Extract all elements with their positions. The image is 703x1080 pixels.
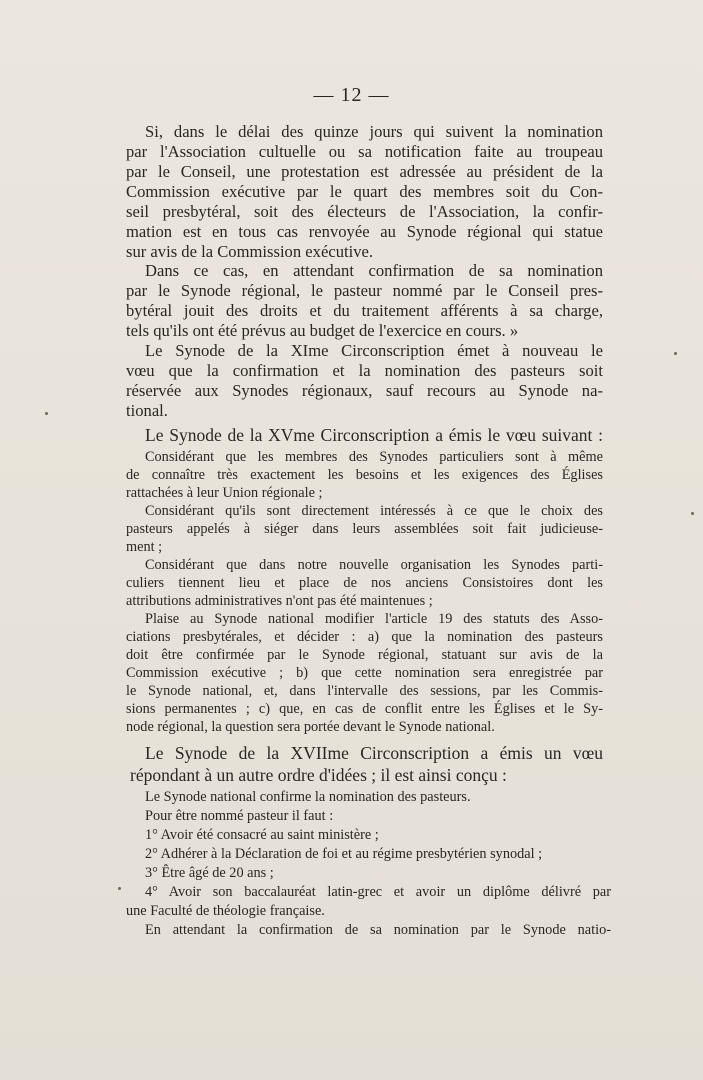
text-line: une Faculté de théologie française. [126,903,325,919]
list-item: 1° Avoir été consacré au saint ministère ; [145,827,379,843]
text-line: vœu que la confirmation et la nomination des pasteurs soit [126,361,603,380]
text-line: tels qu'ils ont été prévus au budget de l'exercice en cours. » [126,321,519,340]
text-line: Le Synode national confirme la nomination des pasteurs. [145,789,471,805]
list-item: 4° Avoir son baccalauréat latin-grec et avoir un diplôme délivré par [145,884,611,900]
section-intro: Le Synode de la XVIIme Circonscription a émis un vœu [145,743,603,763]
text-line: de connaître très exactement les besoins et les exigences des Églises [126,467,603,483]
text-line: par le Synode régional, le pasteur nommé par le Conseil pres- [126,281,603,300]
paper-speck [118,887,121,890]
text-line: Dans ce cas, en attendant confirmation de sa nomination [145,261,603,280]
text-line: Considérant que les membres des Synodes particuliers sont à même [145,449,603,465]
paper-speck [674,352,677,355]
text-line: bytéral jouit des droits et du traitement afférents à sa charge, [126,301,603,320]
text-line: sur avis de la Commission exécutive. [126,242,374,261]
text-line: rattachées à leur Union régionale ; [126,485,323,501]
list-item: 2° Adhérer à la Déclaration de foi et au régime presbytérien synodal ; [145,846,543,862]
text-line: Considérant que dans notre nouvelle organisation les Synodes parti- [145,557,603,573]
text-line: Pour être nommé pasteur il faut : [145,808,334,824]
section-intro: répondant à un autre ordre d'idées ; il est ainsi conçu : [130,765,507,785]
paper-speck [45,412,48,415]
text-line: mation est en tous cas renvoyée au Synode régional qui statue [126,222,603,241]
text-line: pasteurs appelés à siéger dans leurs assemblées soit fait judicieuse- [126,521,603,537]
text-line: Commission exécutive par le quart des membres soit du Con- [126,182,603,201]
text-line: Le Synode de la XIme Circonscription émet à nouveau le [145,341,603,360]
text-line: node régional, la question sera portée devant le Synode national. [126,719,495,735]
text-line: doit être confirmée par le Synode régional, statuant sur avis de la [126,647,603,663]
text-line: seil presbytéral, soit des électeurs de l'Association, la confir- [126,202,603,221]
text-line: le Synode national, et, dans l'intervalle des sessions, par les Commis- [126,683,603,699]
text-line: par l'Association cultuelle ou sa notification faite au troupeau [126,142,603,161]
text-line: ciations presbytérales, et décider : a) que la nomination des pasteurs [126,629,603,645]
section-intro: Le Synode de la XVme Circonscription a émis le vœu suivant : [145,425,603,445]
paper-speck [691,512,694,515]
list-item: 3° Être âgé de 20 ans ; [145,865,274,881]
text-line: sions permanentes ; c) que, en cas de conflit entre les Églises et le Sy- [126,701,603,717]
text-line: réservée aux Synodes régionaux, sauf recours au Synode na- [126,381,603,400]
text-line: attributions administratives n'ont pas été maintenues ; [126,593,433,609]
text-line: En attendant la confirmation de sa nomination par le Synode natio- [145,922,611,938]
text-line: culiers tiennent lieu et place de nos anciens Consistoires dont les [126,575,603,591]
text-line: Commission exécutive ; b) que cette nomination sera enregistrée par [126,665,603,681]
text-line: Considérant qu'ils sont directement intéressés à ce que le choix des [145,503,603,519]
text-line: par le Conseil, une protestation est adressée au président de la [126,162,603,181]
text-line: Si, dans le délai des quinze jours qui suivent la nomination [145,122,603,141]
text-line: ment ; [126,539,163,555]
text-line: Plaise au Synode national modifier l'article 19 des statuts des Asso- [145,611,603,627]
text-line: tional. [126,401,168,420]
page-number: — 12 — [313,84,390,106]
